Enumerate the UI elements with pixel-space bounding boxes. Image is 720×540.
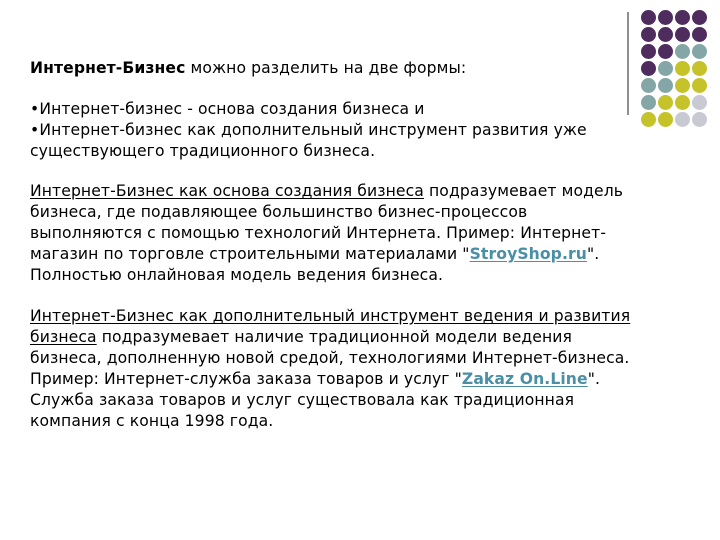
para2-line-5: Служба заказа товаров и услуг существовала как традиционная [30, 391, 575, 409]
decorative-dot [641, 27, 656, 42]
para1-line-3: выполняются с помощью технологий Интернета. Пример: Интернет- [30, 224, 607, 242]
zakaz-online-link[interactable]: Zakaz On.Line [461, 370, 588, 388]
para2-line-4-post: ". [587, 370, 601, 388]
para1-line-1 [30, 181, 710, 202]
para2-line-6: компания с конца 1998 года. [30, 412, 274, 430]
bullet-item-2-continuation: существующего традиционного бизнеса. [30, 142, 376, 160]
intro-bold-term: Интернет-Бизнес [30, 59, 186, 77]
para1-line-2: бизнеса, где подавляющее большинство бизнес-процессов [30, 203, 528, 221]
stroyshop-link[interactable]: StroyShop.ru [469, 245, 587, 263]
para2-line-2-rest: подразумевает наличие традиционной модели ведения [96, 328, 572, 346]
para1-line-4-post: ". [586, 245, 600, 263]
decorative-dot [658, 10, 673, 25]
para2-underlined-heading-end: бизнеса [30, 328, 97, 346]
decorative-dot [641, 10, 656, 25]
intro-line [30, 58, 710, 79]
decorative-dot [692, 27, 707, 42]
para1-underlined-heading: Интернет-Бизнес как основа создания бизнеса [30, 182, 424, 200]
decorative-dot [692, 10, 707, 25]
intro-text: можно разделить на две формы: [185, 59, 467, 77]
para2-underlined-heading: Интернет-Бизнес как дополнительный инструмент ведения и развития [30, 307, 631, 325]
decorative-dot [675, 10, 690, 25]
para1-line-1-rest: подразумевает модель [423, 182, 624, 200]
decorative-dot [675, 44, 690, 59]
decorative-dot [675, 27, 690, 42]
para1-line-5: Полностью онлайновая модель ведения бизнеса. [30, 266, 444, 284]
decorative-dot [641, 44, 656, 59]
para2-line-1 [30, 306, 710, 327]
bullet-item-2 [30, 120, 710, 141]
para1-line-4 [30, 244, 710, 265]
bullet-marker: • [30, 100, 40, 118]
para2-line-3: бизнеса, дополненную новой средой, технологиями Интернет-бизнеса. [30, 349, 630, 367]
para2-line-4-pre: Пример: Интернет-служба заказа товаров и услуг " [30, 370, 462, 388]
para2-line-4 [30, 369, 710, 390]
decorative-dot [658, 44, 673, 59]
slide-content [30, 58, 710, 432]
para1-line-4-pre: магазин по торговле строительными материалами " [30, 245, 470, 263]
bullet-text-2-line-1: Интернет-бизнес как дополнительный инструмент развития уже [39, 121, 587, 139]
bullet-item-1 [30, 99, 710, 120]
decorative-dot [658, 27, 673, 42]
bullet-marker: • [30, 121, 40, 139]
bullet-text-1: Интернет-бизнес - основа создания бизнеса и [39, 100, 425, 118]
decorative-dot [692, 44, 707, 59]
para2-line-2 [30, 327, 710, 348]
